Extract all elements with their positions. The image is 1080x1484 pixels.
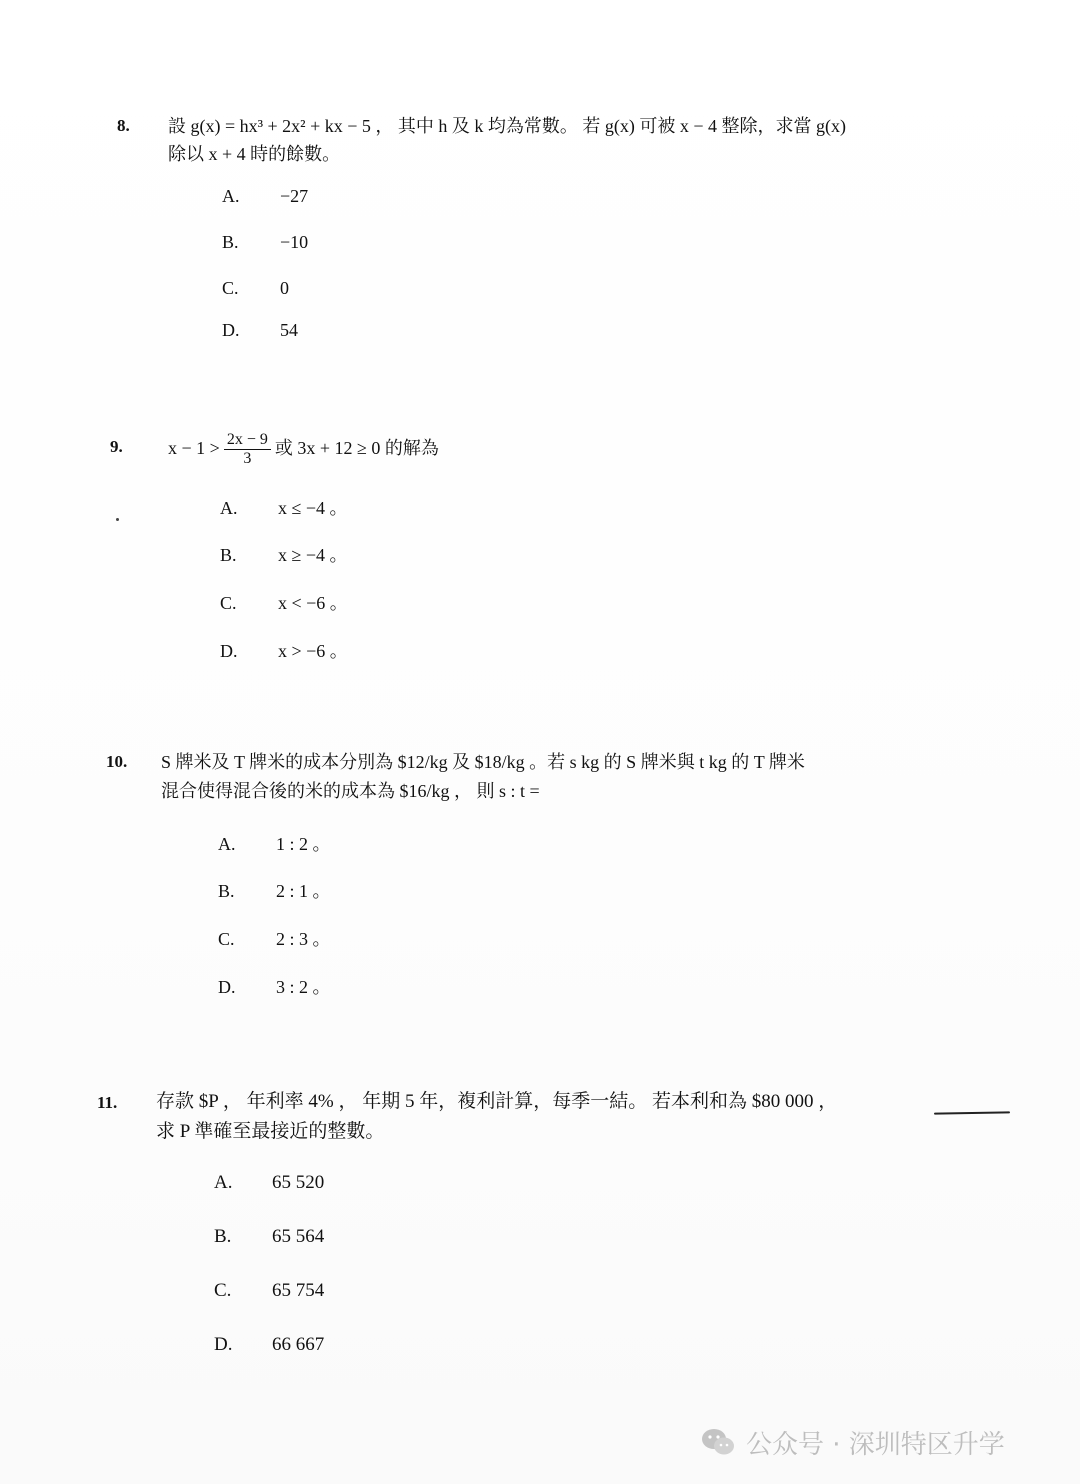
- option-d: [222, 320, 298, 341]
- option-letter: D.: [220, 641, 238, 661]
- question-stem-line-1: 設 g(x) = hx³ + 2x² + kx − 5 ， 其中 h 及 k 均為常數。 若 g(x) 可被 x − 4 整除，求當 g(x): [168, 116, 847, 136]
- option-b: [220, 541, 348, 567]
- option-text: x < −6 。: [278, 593, 348, 613]
- option-text: 54: [280, 320, 298, 340]
- option-text: −27: [280, 186, 309, 206]
- option-d: [218, 973, 331, 999]
- option-letter: A.: [214, 1172, 233, 1193]
- option-letter: B.: [218, 881, 235, 901]
- option-letter: B.: [222, 232, 239, 252]
- question-stem-line-1: S 牌米及 T 牌米的成本分別為 $12/kg 及 $18/kg 。若 s kg 的 S 牌米與 t kg 的 T 牌米: [161, 752, 805, 772]
- question-number: 8.: [117, 116, 130, 135]
- question-number: 11.: [97, 1093, 118, 1112]
- option-b: [218, 877, 331, 903]
- wechat-icon-svg: [700, 1427, 736, 1457]
- option-text: 0: [280, 278, 289, 298]
- question-number: 10.: [106, 752, 128, 771]
- question-stem-line-1: 存款 $P ， 年利率 4% ， 年期 5 年，複利計算，每季一結。 若本利和為 $80 000 ，: [156, 1091, 838, 1112]
- option-letter: A.: [218, 834, 236, 854]
- option-text: 66 667: [272, 1334, 325, 1355]
- stem-suffix: 或 3x + 12 ≥ 0 的解為: [274, 438, 439, 458]
- option-c: [222, 278, 289, 299]
- option-a: [218, 830, 331, 856]
- option-letter: D.: [222, 320, 240, 340]
- option-a: [222, 186, 308, 207]
- option-c: [214, 1280, 324, 1302]
- option-b: [214, 1226, 324, 1248]
- option-text: 2 : 1 。: [276, 881, 331, 901]
- option-c: [220, 589, 348, 615]
- option-a: [214, 1172, 324, 1194]
- question-stem-line-2: 求 P 準確至最接近的整數。: [156, 1121, 385, 1142]
- fraction-denominator: 3: [243, 450, 252, 468]
- option-text: 3 : 2 。: [276, 977, 331, 997]
- question-number: 9.: [110, 437, 123, 456]
- option-letter: A.: [220, 498, 238, 518]
- handwritten-underline: [934, 1111, 1010, 1114]
- wechat-icon: [700, 1427, 736, 1457]
- option-letter: C.: [220, 593, 237, 613]
- question-stem: [168, 428, 439, 468]
- option-letter: C.: [218, 929, 235, 949]
- option-text: 65 754: [272, 1280, 325, 1301]
- option-d: [214, 1334, 324, 1356]
- option-letter: D.: [214, 1334, 233, 1355]
- option-a: [220, 494, 348, 520]
- watermark-text: 公众号 · 深圳特区升学: [746, 1429, 1005, 1460]
- option-text: x ≥ −4 。: [278, 545, 348, 565]
- option-text: 1 : 2 。: [276, 834, 331, 854]
- option-d: [220, 637, 348, 663]
- option-text: −10: [280, 232, 309, 252]
- option-letter: B.: [220, 545, 237, 565]
- option-letter: C.: [214, 1280, 232, 1301]
- option-text: 2 : 3 。: [276, 929, 331, 949]
- option-c: [218, 925, 331, 951]
- stem-prefix: x − 1 >: [168, 438, 220, 458]
- option-letter: C.: [222, 278, 239, 298]
- option-letter: B.: [214, 1226, 232, 1247]
- fraction-numerator: 2x − 9: [224, 431, 271, 450]
- option-text: 65 564: [272, 1226, 325, 1247]
- question-stem-line-2: 混合使得混合後的米的成本為 $16/kg ， 則 s : t =: [161, 781, 540, 801]
- option-b: [222, 232, 308, 253]
- option-text: x > −6 。: [278, 641, 348, 661]
- option-letter: D.: [218, 977, 236, 997]
- question-stem-line-2: 除以 x + 4 時的餘數。: [168, 144, 341, 164]
- option-text: 65 520: [272, 1172, 325, 1193]
- fraction: [224, 431, 271, 468]
- watermark: [700, 1420, 1070, 1464]
- scan-speck: [116, 518, 119, 521]
- option-text: x ≤ −4 。: [278, 498, 348, 518]
- option-letter: A.: [222, 186, 240, 206]
